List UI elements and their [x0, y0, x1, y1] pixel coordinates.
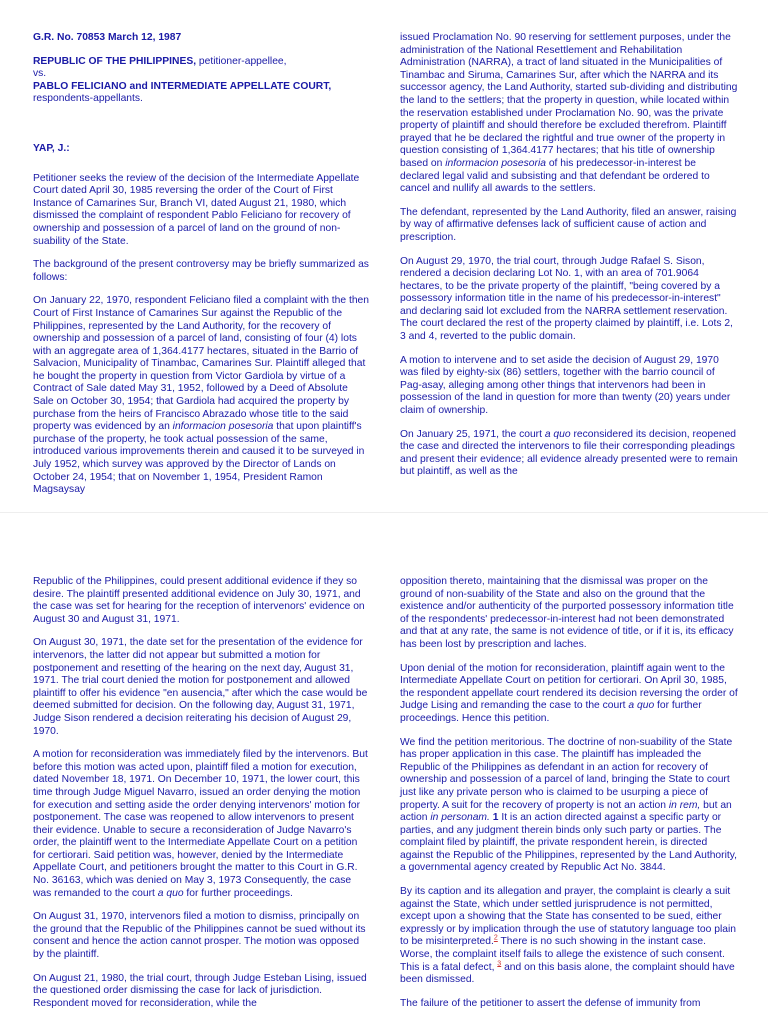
- paragraph: The failure of the petitioner to assert the defense of immunity from: [400, 997, 701, 1009]
- paragraph: On August 31, 1970, intervenors filed a motion to dismiss, principally on the ground that the Republic of the Philippines cannot be sued without its consent and hence the action cannot prosper. The motion was opposed by the plaintiff.: [33, 911, 366, 961]
- petitioner-role: petitioner-appellee,: [196, 55, 287, 67]
- paragraph: A motion for reconsideration was immediately filed by the intervenors. But before this motion was acted upon, plaintiff filed a motion for execution, dated November 18, 1971. On December 10, 1971, the lower court, this time through Judge Miguel Navarro, issued an order denying the motion for execution and setting aside the order denying intervenors' motion for postponement. The case was reopened to allow intervenors to present their evidence. Unable to secure a reconsideration of Judge Navarro's order, the plaintiff went to the Intermediate Appellate Court on a petition for certiorari. Said petition was, however, denied by the Intermediate Appellate Court, and petitioners brought the matter to this Court in G.R. No. 36163, which was denied on May 3, 1973 Consequently, the case was remanded to the court a quo for further proceedings.: [33, 749, 368, 899]
- petitioner-name: REPUBLIC OF THE PHILIPPINES,: [33, 55, 197, 67]
- paragraph: On January 25, 1971, the court a quo reconsidered its decision, reopened the case and directed the intervenors to file their corresponding pleadings and present their evidence; all evidence already presented were to remain but plaintiff, as well as the: [400, 428, 738, 478]
- case-parties: [33, 56, 371, 106]
- paragraph: Petitioner seeks the review of the decision of the Intermediate Appellate Court dated April 30, 1985 reversing the order of the Court of First Instance of Camarines Sur, Branch VI, dated August 21, 1980, which dismissed the complaint of respondent Pablo Feliciano for recovery of ownership and possession of a parcel of land on the ground of non-suability of the State.: [33, 172, 360, 247]
- paragraph: On August 30, 1971, the date set for the presentation of the evidence for intervenors, the latter did not appear but submitted a motion for postponement and resetting of the hearing on the next day, August 31, 1971. The trial court denied the motion for postponement and allowed plaintiff to offer his evidence "en ausencia," after which the case would be deemed submitted for decision. On the following day, August 31, 1971, Judge Sison rendered a decision reiterating his decision of August 29, 1970.: [33, 637, 368, 737]
- paragraph: On August 29, 1970, the trial court, through Judge Rafael S. Sison, rendered a decision declaring Lot No. 1, with an area of 701.9064 hectares, to be the private property of the plaintiff, "being covered by a possessory information title in the name of his predecessor-in-interest" and declaring said lot excluded from the NARRA settlement reservation. The court declared the rest of the property claimed by plaintiff, i.e. Lots 2, 3 and 4, reverted to the public domain.: [400, 255, 733, 343]
- page1-right-column: [400, 32, 738, 490]
- footnote-ref-3[interactable]: 3: [497, 960, 502, 968]
- paragraph: We find the petition meritorious. The doctrine of non-suability of the State has proper application in this case. The plaintiff has impleaded the Republic of the Philippines as defendant in an action for recovery of ownership and possession of a parcel of land, bringing the State to court just like any private person who is claimed to be usurping a piece of property. A suit for the recovery of property is not an action in rem, but an action in personam. 1 It is an action directed against a specific party or parties, and any judgment therein binds only such party or parties. The complaint filed by plaintiff, the private respondent herein, is directed against the Republic of the Philippines, represented by the Land Authority, a governmental agency created by Republic Act No. 3844.: [400, 736, 737, 874]
- document-page-2: [0, 512, 768, 1025]
- ponente: YAP, J.:: [33, 142, 70, 154]
- versus: vs.: [33, 68, 47, 80]
- paragraph: Republic of the Philippines, could present additional evidence if they so desire. The plaintiff presented additional evidence on July 30, 1971, and the case was set for hearing for the reception of intervenors' evidence on August 30 and August 31, 1971.: [33, 576, 365, 625]
- page1-left-column: [33, 32, 371, 508]
- footnote-ref-1[interactable]: 1: [489, 812, 499, 824]
- paragraph: Upon denial of the motion for reconsideration, plaintiff again went to the Intermediate Appellate Court on petition for certiorari. On April 30, 1985, the respondent appellate court rendered its decision reversing the order of Judge Lising and remanding the case to the court a quo for further proceedings. Hence this petition.: [400, 662, 738, 724]
- page2-right-column: [400, 576, 738, 1021]
- respondent-names: PABLO FELICIANO and INTERMEDIATE APPELLATE COURT,: [33, 80, 332, 92]
- paragraph: issued Proclamation No. 90 reserving for settlement purposes, under the administration of the National Resettlement and Rehabilitation Administration (NARRA), a tract of land situated in the Municipalities of Tinambac and Siruma, Camarines Sur, after which the NARRA and its successor agency, the Land Authority, started sub-dividing and distributing the land to the settlers; that the property in question, while located within the reservation established under Proclamation No. 90, was the private property of plaintiff and should therefore be excluded therefrom. Plaintiff prayed that he be declared the rightful and true owner of the property in question consisting of 1,364.4177 hectares; that his title of ownership based on informacion posesoria of his predecessor-in-interest be declared legal valid and subsisting and that defendant be ordered to cancel and nullify all awards to the settlers.: [400, 32, 738, 195]
- page2-left-column: [33, 576, 371, 1021]
- paragraph: The background of the present controversy may be briefly summarized as follows:: [33, 259, 369, 283]
- respondent-role: respondents-appellants.: [33, 93, 143, 105]
- paragraph: On January 22, 1970, respondent Feliciano filed a complaint with the then Court of First Instance of Camarines Sur against the Republic of the Philippines, represented by the Land Authority, for the recovery of ownership and possession of a parcel of land, consisting of four (4) lots with an aggregate area of 1,364.4177 hectares, situated in the Barrio of Salvacion, Municipality of Tinambac, Camarines Sur. Plaintiff alleged that he bought the property in question from Victor Gardiola by virtue of a Contract of Sale dated May 31, 1952, followed by a Deed of Absolute Sale on October 30, 1954; that Gardiola had acquired the property by purchase from the heirs of Francisco Abrazado whose title to the said property was evidenced by an informacion posesoria that upon plaintiff's purchase of the property, he took actual possession of the same, introduced various improvements therein and caused it to be surveyed in July 1952, which survey was approved by the Director of Lands on October 24, 1954; that on November 1, 1954, President Ramon Magsaysay: [33, 295, 370, 496]
- paragraph: On August 21, 1980, the trial court, through Judge Esteban Lising, issued the questioned order dismissing the case for lack of jurisdiction. Respondent moved for reconsideration, while the: [33, 972, 367, 1009]
- case-number: G.R. No. 70853 March 12, 1987: [33, 32, 182, 43]
- document-page-1: [0, 0, 768, 512]
- paragraph: By its caption and its allegation and prayer, the complaint is clearly a suit against the State, which under settled jurisprudence is not permitted, except upon a showing that the State has consented to be sued, either expressly or by implication through the use of statutory language too plain to be misinterpreted.$^2$ There is no such showing in the instant case. Worse, the complaint itself fails to allege the existence of such consent. This is a fatal defect, $^3$ and on this basis alone, the complaint should have been dismissed.: [400, 886, 736, 986]
- footnote-ref-2[interactable]: 2: [493, 935, 498, 943]
- paragraph: The defendant, represented by the Land Authority, filed an answer, raising by way of affirmative defenses lack of sufficient cause of action and prescription.: [400, 206, 737, 243]
- paragraph: A motion to intervene and to set aside the decision of August 29, 1970 was filed by eighty-six (86) settlers, together with the barrio council of Pag-asay, alleging among other things that intervenors had been in possession of the land in question for more than twenty (20) years under claim of ownership.: [400, 354, 731, 417]
- paragraph: opposition thereto, maintaining that the dismissal was proper on the ground of non-suability of the State and also on the ground that the existence and/or authenticity of the purported possessory information title of the respondents' predecessor-in-interest had not been demonstrated and that at any rate, the same is not evidence of title, or if it is, its efficacy has been lost by prescription and laches.: [400, 576, 734, 650]
